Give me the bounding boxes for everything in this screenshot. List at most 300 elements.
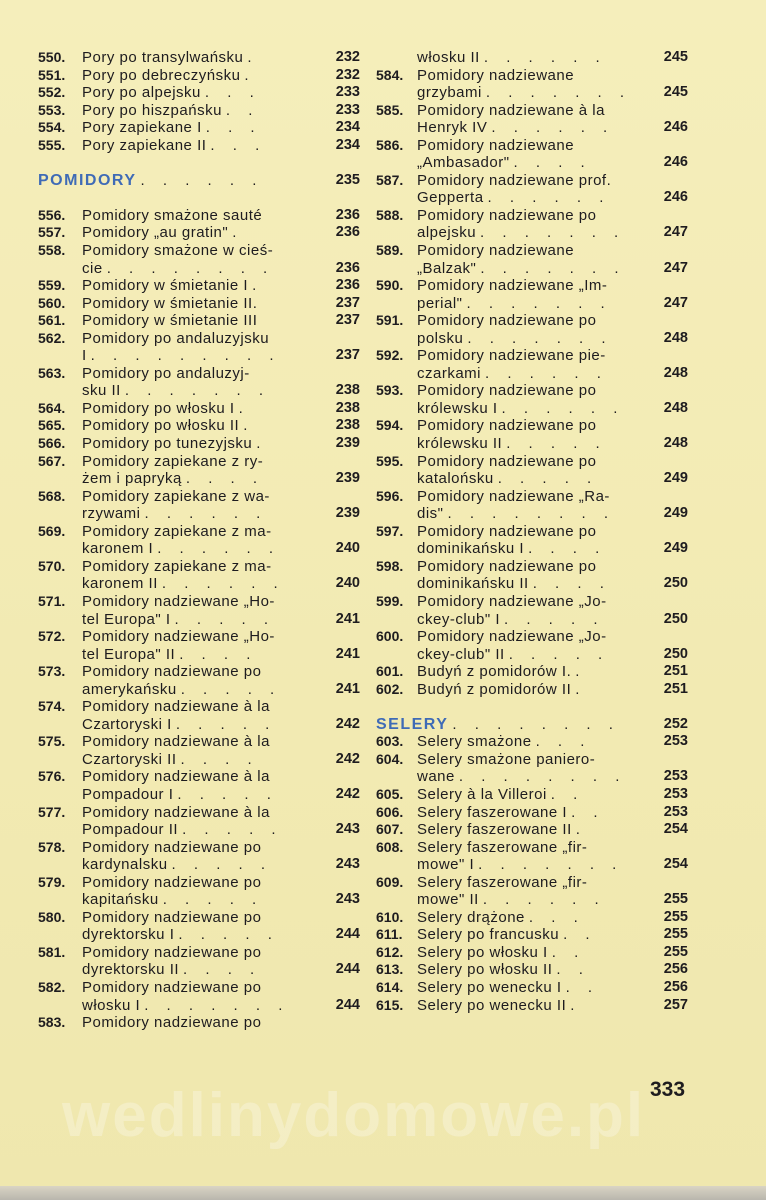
entry-title: Selery po wenecku II: [417, 996, 567, 1014]
leader-dots: . . . . .: [182, 821, 283, 839]
entry-title: Pomidory zapiekane z ma-: [82, 522, 272, 540]
entry-page: 250: [663, 575, 688, 592]
entry-text: [82, 558, 276, 576]
entry-title: Pomidory nadziewane po: [417, 312, 597, 330]
entry-page: 235: [335, 171, 360, 188]
entry-number: 558.: [38, 242, 66, 259]
entry-number: 583.: [38, 1014, 66, 1031]
entry-title: Pompadour II: [82, 821, 179, 839]
entry-title: czarkami: [417, 364, 482, 382]
index-column-right: [376, 49, 688, 1014]
entry-text: [82, 575, 285, 593]
entry-number: 588.: [376, 206, 404, 223]
index-entry: [376, 628, 688, 646]
index-entry: [38, 435, 360, 453]
leader-dots: . .: [565, 978, 600, 996]
entry-page: 243: [335, 856, 360, 873]
entry-number: 589.: [376, 242, 404, 259]
index-entry: [38, 295, 360, 313]
entry-text: [417, 189, 610, 207]
entry-title: Pomidory w śmietanie I: [82, 277, 249, 295]
entry-text: [417, 646, 609, 664]
entry-text: [417, 330, 613, 348]
entry-text: [82, 453, 267, 471]
index-entry: [38, 224, 360, 242]
entry-text: [82, 856, 272, 874]
entry-number: 577.: [38, 803, 66, 820]
entry-title: Selery smażone: [417, 733, 532, 751]
entry-page: 233: [335, 84, 360, 101]
index-entry: [376, 295, 688, 313]
entry-number: 602.: [376, 680, 404, 697]
entry-title: Selery po wenecku I: [417, 978, 562, 996]
entry-title: mowe" I: [417, 856, 475, 874]
index-entry: [38, 628, 360, 646]
leader-dots: . . . . .: [506, 435, 607, 453]
entry-page: 256: [663, 961, 688, 978]
entry-text: [82, 119, 262, 137]
entry-text: [82, 628, 279, 646]
index-entry: [38, 944, 360, 962]
entry-text: [82, 49, 259, 67]
entry-title: Pomidory nadziewane prof.: [417, 171, 612, 189]
entry-number: 582.: [38, 978, 66, 995]
entry-page: 237: [335, 294, 360, 311]
entry-number: 593.: [376, 382, 404, 399]
leader-dots: . . . .: [185, 470, 265, 488]
entry-text: [417, 224, 625, 242]
entry-page: 246: [663, 189, 688, 206]
entry-text: [417, 67, 578, 85]
entry-page: 253: [663, 785, 688, 802]
entry-page: 243: [335, 821, 360, 838]
entry-page: 255: [663, 908, 688, 925]
index-entry: [38, 260, 360, 278]
entry-title: Pomidory w śmietanie III: [82, 312, 258, 330]
entry-text: [82, 330, 273, 348]
entry-text: [82, 207, 266, 225]
index-entry: [38, 698, 360, 716]
entry-number: 610.: [376, 908, 404, 925]
entry-title: Selery po włosku II: [417, 961, 553, 979]
entry-text: [417, 207, 600, 225]
entry-number: 614.: [376, 978, 404, 995]
index-entry: [376, 277, 688, 295]
entry-title: włosku II: [417, 49, 480, 66]
entry-text: [417, 786, 584, 804]
entry-text: [417, 540, 606, 558]
index-entry: [376, 909, 688, 927]
entry-title: Selery faszerowane „fir-: [417, 838, 588, 856]
entry-title: Pomidory nadziewane po: [417, 417, 597, 435]
entry-text: [417, 382, 600, 400]
entry-page: 253: [663, 803, 688, 820]
index-entry: [38, 330, 360, 348]
entry-text: [82, 417, 254, 435]
leader-dots: . . . . .: [171, 856, 273, 874]
index-entry: [38, 663, 360, 681]
leader-dots: . . . . . .: [140, 171, 264, 189]
entry-page: 255: [663, 891, 688, 908]
entry-title: Pomidory nadziewane po: [417, 206, 597, 224]
entry-title: I: [82, 347, 87, 365]
entry-text: [417, 611, 605, 629]
entry-number: 599.: [376, 592, 404, 609]
index-entry: [38, 909, 360, 927]
entry-page: 237: [335, 312, 360, 329]
entry-page: 238: [335, 382, 360, 399]
entry-title: Pomidory nadziewane po: [417, 382, 597, 400]
entry-text: [82, 400, 250, 418]
index-entry: [38, 979, 360, 997]
entry-title: Pomidory nadziewane à la: [417, 101, 605, 119]
entry-title: Pomidory nadziewane po: [82, 838, 262, 856]
index-entry: [38, 1014, 360, 1032]
entry-title: Pomidory nadziewane „Jo-: [417, 592, 607, 610]
watermark: wedlinydomowe.pl: [62, 1081, 646, 1150]
entry-number: 590.: [376, 277, 404, 294]
index-entry: [376, 979, 688, 997]
leader-dots: . .: [556, 961, 590, 979]
entry-title: „Balzak": [417, 259, 477, 277]
entry-title: Pomidory nadziewane à la: [82, 733, 270, 751]
index-entry: [38, 821, 360, 839]
leader-dots: .: [247, 49, 259, 66]
leader-dots: . . . . . .: [144, 505, 268, 523]
entry-title: katalońsku: [417, 470, 494, 488]
entry-title: „Ambasador": [417, 154, 510, 172]
index-entry: [38, 839, 360, 857]
index-entry: [376, 839, 688, 857]
entry-text: [417, 804, 605, 822]
entry-number: 561.: [38, 312, 66, 329]
entry-title: cie: [82, 259, 103, 277]
entry-text: [82, 716, 276, 734]
entry-title: Pomidory po włosku II: [82, 417, 240, 435]
index-entry: [376, 382, 688, 400]
section-heading: [38, 172, 360, 190]
entry-page: 245: [663, 84, 688, 101]
entry-text: [417, 558, 600, 576]
entry-page: 233: [335, 101, 360, 118]
entry-text: [82, 435, 267, 453]
entry-text: [82, 84, 261, 102]
index-entry: [38, 681, 360, 699]
entry-number: 612.: [376, 943, 404, 960]
entry-page: 234: [335, 119, 360, 136]
leader-dots: . . .: [528, 908, 585, 926]
entry-number: 556.: [38, 206, 66, 223]
leader-dots: . . .: [210, 136, 267, 154]
leader-dots: . . . . .: [180, 680, 282, 698]
entry-text: [82, 891, 263, 909]
entry-title: ckey-club" I: [417, 610, 501, 628]
entry-page: 236: [335, 259, 360, 276]
leader-dots: . . . . . .: [487, 189, 611, 207]
entry-title: Pory zapiekane II: [82, 136, 207, 154]
entry-title: Budyń z pomidorów II: [417, 680, 572, 698]
index-entry: [38, 523, 360, 541]
entry-title: Pomidory nadziewane po: [82, 908, 262, 926]
entry-text: [82, 593, 279, 611]
entry-title: Pomidory nadziewane po: [82, 663, 262, 681]
entry-text: [417, 347, 610, 365]
entry-text: [376, 716, 620, 734]
index-entry: [376, 260, 688, 278]
entry-page: 250: [663, 610, 688, 627]
entry-text: [417, 628, 611, 646]
entry-title: Pomidory nadziewane „Ho-: [82, 592, 275, 610]
entry-title: kardynalsku: [82, 856, 168, 874]
entry-title: żem i papryką: [82, 470, 182, 488]
entry-page: 239: [335, 435, 360, 452]
index-entry: [376, 347, 688, 365]
page-number: 333: [650, 1078, 686, 1101]
index-entry: [376, 84, 688, 102]
entry-text: [82, 312, 261, 330]
entry-number: 595.: [376, 452, 404, 469]
entry-text: [417, 137, 578, 155]
index-entry: [376, 926, 688, 944]
entry-page: 254: [663, 821, 688, 838]
entry-number: 555.: [38, 136, 66, 153]
entry-number: 553.: [38, 101, 66, 118]
entry-title: Pomidory zapiekane z wa-: [82, 487, 270, 505]
entry-title: Pomidory nadziewane po: [417, 522, 597, 540]
index-entry: [38, 347, 360, 365]
entry-text: [82, 926, 279, 944]
entry-text: [82, 102, 259, 120]
section-title: POMIDORY: [38, 171, 137, 189]
entry-title: sku II: [82, 382, 121, 400]
entry-text: [82, 242, 277, 260]
entry-text: [417, 435, 607, 453]
entry-page: 238: [335, 399, 360, 416]
entry-title: Pomidory nadziewane à la: [82, 803, 270, 821]
leader-dots: . . . . . . . .: [447, 505, 616, 523]
entry-title: Selery po francusku: [417, 926, 560, 944]
entry-text: [82, 295, 261, 313]
spacer: [376, 698, 688, 716]
leader-dots: . . . . . .: [483, 49, 607, 66]
entry-text: [417, 365, 608, 383]
entry-number: 597.: [376, 522, 404, 539]
entry-text: [82, 1014, 265, 1032]
entry-text: [417, 523, 600, 541]
entry-number: 571.: [38, 592, 66, 609]
index-entry: [38, 997, 360, 1015]
section-heading: [376, 716, 688, 734]
entry-number: 580.: [38, 908, 66, 925]
entry-text: [417, 312, 600, 330]
entry-page: 244: [335, 996, 360, 1013]
entry-title: królewsku I: [417, 399, 498, 417]
entry-title: Budyń z pomidorów I.: [417, 663, 572, 681]
entry-text: [417, 821, 587, 839]
leader-dots: . . . . .: [175, 715, 277, 733]
leader-dots: . . . . . . .: [124, 382, 271, 400]
entry-text: [417, 242, 578, 260]
entry-text: [82, 733, 274, 751]
entry-number: 551.: [38, 66, 66, 83]
entry-page: 250: [663, 645, 688, 662]
index-entry: [376, 330, 688, 348]
entry-text: [417, 733, 591, 751]
entry-text: [417, 400, 624, 418]
entry-number: 594.: [376, 417, 404, 434]
entry-text: [417, 119, 614, 137]
index-entry: [376, 997, 688, 1015]
leader-dots: . .: [563, 926, 597, 944]
entry-text: [82, 260, 274, 278]
leader-dots: . . . . . .: [491, 119, 615, 137]
index-entry: [376, 751, 688, 769]
entry-title: amerykańsku: [82, 680, 177, 698]
entry-title: ckey-club" II: [417, 645, 505, 663]
entry-number: 570.: [38, 557, 66, 574]
entry-title: dyrektorsku II: [82, 961, 180, 979]
entry-number: 609.: [376, 873, 404, 890]
entry-title: Selery po włosku I: [417, 943, 548, 961]
entry-title: Pomidory po andaluzyjsku: [82, 329, 270, 347]
index-entry: [38, 470, 360, 488]
entry-title: karonem II: [82, 575, 158, 593]
entry-text: [417, 839, 591, 857]
entry-number: 585.: [376, 101, 404, 118]
entry-text: [82, 663, 265, 681]
index-entry: [376, 207, 688, 225]
entry-title: Pomidory nadziewane po: [82, 873, 262, 891]
entry-title: Pomidory smażone sauté: [82, 206, 263, 224]
index-entry: [38, 400, 360, 418]
index-entry: [376, 804, 688, 822]
entry-page: 240: [335, 575, 360, 592]
entry-number: 573.: [38, 663, 66, 680]
index-entry: [38, 786, 360, 804]
leader-dots: . . . . . . .: [466, 294, 612, 312]
entry-page: 247: [663, 294, 688, 311]
leader-dots: . . .: [204, 84, 261, 102]
index-entry: [376, 733, 688, 751]
entry-page: 254: [663, 856, 688, 873]
entry-page: 248: [663, 364, 688, 381]
entry-page: 241: [335, 610, 360, 627]
index-entry: [376, 435, 688, 453]
entry-title: Pomidory nadziewane „Jo-: [417, 628, 607, 646]
entry-text: [417, 593, 611, 611]
entry-text: [82, 804, 274, 822]
entry-page: 246: [663, 154, 688, 171]
entry-page: 257: [663, 996, 688, 1013]
index-entry: [38, 277, 360, 295]
entry-number: 587.: [376, 171, 404, 188]
entry-title: Selery drążone: [417, 908, 525, 926]
entry-text: [82, 786, 278, 804]
entry-title: dis": [417, 505, 444, 523]
leader-dots: . . . . .: [174, 610, 276, 628]
entry-number: 552.: [38, 84, 66, 101]
index-entry: [376, 575, 688, 593]
index-entry: [38, 733, 360, 751]
entry-title: dominikańsku II: [417, 575, 529, 593]
leader-dots: .: [575, 680, 587, 698]
entry-number: 566.: [38, 435, 66, 452]
entry-text: [82, 944, 265, 962]
entry-title: Pomidory zapiekane z ma-: [82, 557, 272, 575]
entry-text: [82, 540, 280, 558]
entry-title: Pomidory zapiekane z ry-: [82, 452, 264, 470]
entry-number: 559.: [38, 277, 66, 294]
leader-dots: . . .: [205, 119, 262, 137]
entry-number: 569.: [38, 522, 66, 539]
entry-title: grzybami: [417, 84, 482, 102]
index-entry: [38, 505, 360, 523]
index-entry: [38, 593, 360, 611]
entry-title: Pory po transylwańsku: [82, 49, 244, 66]
leader-dots: . . . . .: [497, 470, 599, 488]
entry-title: dominikańsku I: [417, 540, 525, 558]
entry-page: 234: [335, 136, 360, 153]
entry-title: Pomidory nadziewane „Ra-: [417, 487, 610, 505]
entry-number: 608.: [376, 838, 404, 855]
index-column-left: [38, 49, 360, 1032]
leader-dots: . . . . . . .: [480, 259, 626, 277]
index-entry: [38, 417, 360, 435]
index-entry: [376, 312, 688, 330]
entry-title: Pomidory w śmietanie II.: [82, 294, 258, 312]
entry-page: 241: [335, 645, 360, 662]
entry-title: tel Europa" II: [82, 645, 176, 663]
leader-dots: . . . . . .: [157, 540, 281, 558]
entry-title: Pomidory nadziewane „Ho-: [82, 628, 275, 646]
entry-number: 600.: [376, 628, 404, 645]
entry-title: rzywami: [82, 505, 141, 523]
entry-title: Czartoryski I: [82, 715, 172, 733]
entry-text: [82, 979, 265, 997]
entry-page: 244: [335, 926, 360, 943]
index-entry: [376, 558, 688, 576]
index-entry: [38, 540, 360, 558]
entry-title: Pomidory nadziewane: [417, 136, 575, 154]
index-entry: [38, 926, 360, 944]
entry-title: Czartoryski II: [82, 750, 177, 768]
entry-page: 247: [663, 259, 688, 276]
index-entry: [376, 593, 688, 611]
entry-title: Henryk IV: [417, 119, 488, 137]
index-entry: [376, 154, 688, 172]
leader-dots: . . . .: [183, 961, 262, 979]
entry-number: 613.: [376, 961, 404, 978]
index-entry: [376, 470, 688, 488]
entry-title: Pomidory nadziewane à la: [82, 768, 270, 786]
entry-number: 565.: [38, 417, 66, 434]
entry-page: 236: [335, 224, 360, 241]
leader-dots: . . . .: [179, 645, 258, 663]
index-entry: [376, 137, 688, 155]
entry-number: 576.: [38, 768, 66, 785]
entry-page: 248: [663, 329, 688, 346]
entry-text: [82, 470, 264, 488]
entry-page: 236: [335, 206, 360, 223]
entry-number: 592.: [376, 347, 404, 364]
entry-text: [82, 997, 289, 1015]
entry-title: Pomidory nadziewane po: [417, 557, 597, 575]
entry-title: królewsku II: [417, 435, 503, 453]
entry-text: [82, 768, 274, 786]
entry-number: 598.: [376, 557, 404, 574]
entry-number: 550.: [38, 49, 66, 65]
index-entry: [376, 224, 688, 242]
